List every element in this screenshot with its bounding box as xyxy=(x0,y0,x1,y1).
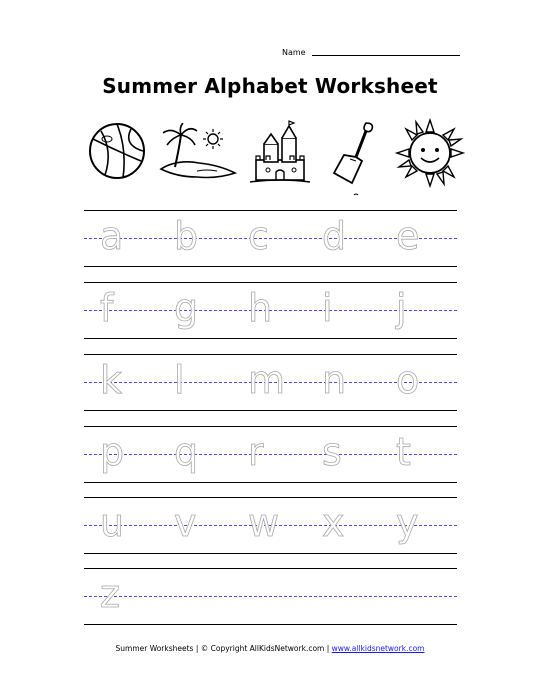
name-label: Name xyxy=(282,48,306,57)
trace-letter[interactable]: y xyxy=(396,501,419,545)
footer xyxy=(0,644,540,653)
tracing-row-4 xyxy=(84,426,457,496)
trace-letter[interactable]: f xyxy=(100,286,114,330)
tracing-row-1 xyxy=(84,210,457,280)
trace-letter[interactable]: i xyxy=(322,286,333,330)
trace-letter[interactable]: x xyxy=(322,501,345,545)
trace-letter[interactable]: o xyxy=(396,358,420,402)
trace-letter[interactable]: z xyxy=(100,572,120,616)
trace-letter[interactable]: n xyxy=(322,358,347,402)
trace-letter[interactable]: m xyxy=(248,358,286,402)
trace-letter[interactable]: v xyxy=(174,501,197,545)
trace-letter[interactable]: u xyxy=(100,501,125,545)
trace-letter[interactable]: r xyxy=(248,430,264,474)
trace-letter[interactable]: a xyxy=(100,214,124,258)
trace-letter[interactable]: p xyxy=(100,430,125,474)
footer-text: Summer Worksheets | © Copyright AllKidsNetwork.com | xyxy=(115,644,330,653)
trace-letter[interactable]: l xyxy=(174,358,185,402)
page-title: Summer Alphabet Worksheet xyxy=(102,74,438,98)
tracing-row-6 xyxy=(84,568,457,638)
trace-letter[interactable]: s xyxy=(322,430,342,474)
trace-letter[interactable]: k xyxy=(100,358,123,402)
trace-letter[interactable]: q xyxy=(174,430,199,474)
trace-letter[interactable]: c xyxy=(248,214,269,258)
trace-letter[interactable]: g xyxy=(174,286,199,330)
trace-letter[interactable]: h xyxy=(248,286,273,330)
trace-letter[interactable]: w xyxy=(248,501,280,545)
tracing-row-3 xyxy=(84,354,457,424)
trace-letter[interactable]: d xyxy=(322,214,347,258)
tracing-row-2 xyxy=(84,282,457,352)
trace-letter[interactable]: b xyxy=(174,214,199,258)
tracing-row-5 xyxy=(84,497,457,567)
trace-letter[interactable]: t xyxy=(396,430,411,474)
trace-letter[interactable]: j xyxy=(396,286,407,330)
footer-link[interactable]: www.allkidsnetwork.com xyxy=(331,644,425,653)
trace-letter[interactable]: e xyxy=(396,214,420,258)
